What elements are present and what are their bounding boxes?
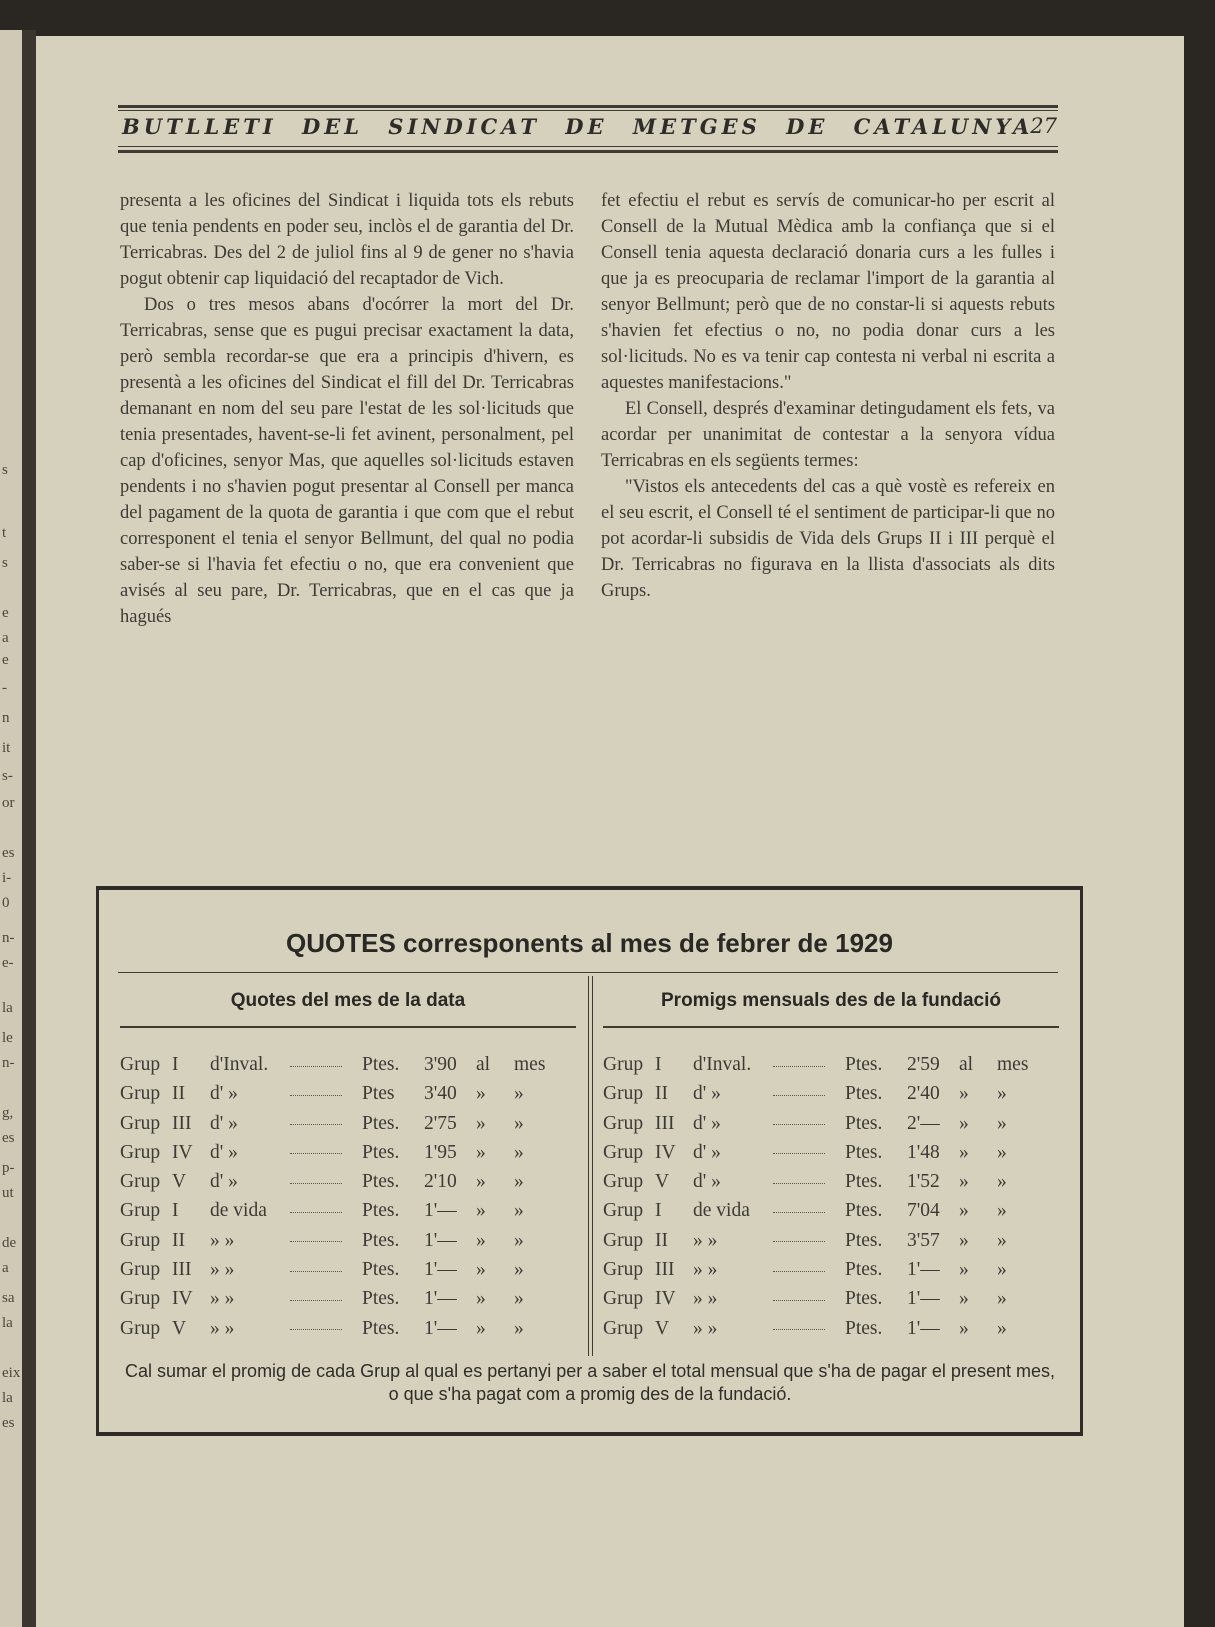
quote-row: [603, 1138, 1037, 1167]
edge-fragment: le: [2, 1030, 13, 1046]
grup-type: » »: [693, 1259, 718, 1281]
unit-b: mes: [997, 1054, 1029, 1075]
unit-b: »: [514, 1141, 524, 1163]
quote-row: [120, 1255, 554, 1284]
running-header: [122, 114, 1057, 142]
grup-label: Grup: [120, 1083, 161, 1105]
leader-dots: [773, 1196, 845, 1225]
column-divider: [588, 976, 589, 1356]
currency-label: Ptes.: [362, 1288, 400, 1310]
grup-type: » »: [693, 1317, 718, 1339]
unit-b: »: [997, 1141, 1007, 1163]
grup-type: d' »: [210, 1171, 238, 1193]
unit-a: »: [476, 1288, 486, 1310]
currency-label: Ptes.: [362, 1171, 400, 1193]
dotted-leader: [290, 1211, 342, 1213]
quote-value: 2'59: [907, 1054, 940, 1075]
dotted-leader: [773, 1152, 825, 1154]
grup-label: Grup: [603, 1259, 644, 1281]
column-divider-2: [592, 976, 593, 1356]
currency-label: Ptes: [362, 1083, 395, 1105]
quote-row: [603, 1226, 1037, 1255]
grup-label: Grup: [603, 1083, 644, 1105]
leader-dots: [290, 1167, 362, 1196]
leader-dots: [290, 1314, 362, 1343]
unit-b: »: [997, 1083, 1007, 1105]
unit-b: »: [997, 1112, 1007, 1134]
right-heading-rule: [603, 1026, 1059, 1028]
currency-label: Ptes.: [845, 1141, 883, 1163]
dotted-leader: [773, 1065, 825, 1067]
grup-label: Grup: [603, 1317, 644, 1339]
quotes-average-table: [603, 1050, 1037, 1343]
unit-a: »: [476, 1259, 486, 1281]
edge-fragment: la: [2, 1000, 13, 1016]
grup-label: Grup: [603, 1229, 644, 1251]
quotes-note: Cal sumar el promig de cada Grup al qual es pertanyi per a saber el total mensual que s'ha de pagar el present mes, o que s'ha pagat com a promig des de la fundació.: [125, 1361, 1055, 1404]
journal-title: BUTLLETI DEL SINDICAT DE METGES DE CATALUNYA: [122, 114, 1034, 139]
unit-a: al: [959, 1054, 974, 1075]
unit-b: »: [514, 1112, 524, 1134]
leader-dots: [290, 1050, 362, 1079]
currency-label: Ptes.: [845, 1288, 883, 1310]
grup-number: II: [655, 1083, 668, 1105]
quote-value: 1'—: [907, 1317, 940, 1339]
grup-number: V: [172, 1317, 187, 1339]
right-table-heading: Promigs mensuals des de la fundació: [661, 990, 1001, 1011]
unit-b: »: [997, 1171, 1007, 1193]
leader-dots: [290, 1284, 362, 1313]
edge-fragment: g,: [2, 1105, 14, 1121]
edge-fragment: e-: [2, 955, 14, 971]
unit-a: »: [959, 1200, 969, 1222]
unit-a: »: [476, 1141, 486, 1163]
grup-type: d'Inval.: [210, 1054, 269, 1075]
grup-type: d' »: [210, 1083, 238, 1105]
unit-a: al: [476, 1054, 491, 1075]
unit-a: »: [959, 1141, 969, 1163]
quote-value: 1'48: [907, 1141, 940, 1163]
quote-value: 1'52: [907, 1171, 940, 1193]
edge-fragment: or: [2, 795, 15, 811]
dotted-leader: [773, 1182, 825, 1184]
header-rule-top-thin: [118, 110, 1058, 111]
unit-a: »: [476, 1317, 486, 1339]
leader-dots: [290, 1109, 362, 1138]
grup-number: IV: [655, 1288, 676, 1310]
leader-dots: [773, 1314, 845, 1343]
quote-row: [603, 1109, 1037, 1138]
page-number: 27: [1030, 114, 1057, 138]
unit-a: »: [959, 1171, 969, 1193]
quote-row: [120, 1196, 554, 1225]
grup-type: » »: [693, 1288, 718, 1310]
quote-row: [603, 1079, 1037, 1108]
grup-number: V: [655, 1171, 670, 1193]
quote-value: 2'75: [424, 1112, 457, 1134]
right-paragraph-2: El Consell, després d'examinar detingudament els fets, va acordar per unanimitat de contestar a la senyora vídua Terricabras en els següents termes:: [601, 399, 1055, 471]
grup-type: » »: [693, 1229, 718, 1251]
grup-number: I: [172, 1200, 179, 1222]
quote-row: [120, 1138, 554, 1167]
adjacent-page-strip: [0, 30, 22, 1627]
quotes-title: QUOTES corresponents al mes de febrer de 1929: [286, 928, 893, 958]
leader-dots: [773, 1079, 845, 1108]
edge-fragment: p-: [2, 1160, 15, 1176]
currency-label: Ptes.: [362, 1200, 400, 1222]
grup-label: Grup: [120, 1259, 161, 1281]
grup-number: I: [172, 1054, 179, 1075]
grup-type: de vida: [210, 1200, 267, 1222]
quote-value: 3'90: [424, 1054, 457, 1075]
currency-label: Ptes.: [845, 1054, 883, 1075]
edge-fragment: t: [2, 525, 7, 541]
quote-value: 2'—: [907, 1112, 940, 1134]
dotted-leader: [290, 1123, 342, 1125]
leader-dots: [773, 1167, 845, 1196]
grup-number: V: [655, 1317, 670, 1339]
quote-value: 1'—: [907, 1288, 940, 1310]
edge-fragment: s: [2, 555, 8, 571]
edge-fragment: e: [2, 652, 9, 668]
unit-a: »: [959, 1259, 969, 1281]
leader-dots: [773, 1138, 845, 1167]
unit-a: »: [959, 1288, 969, 1310]
unit-a: »: [959, 1317, 969, 1339]
dotted-leader: [773, 1094, 825, 1096]
grup-label: Grup: [603, 1200, 644, 1222]
right-column: [601, 188, 1055, 604]
grup-number: III: [172, 1259, 192, 1281]
edge-fragment: it: [2, 740, 11, 756]
edge-fragment: -: [2, 680, 7, 696]
unit-a: »: [476, 1171, 486, 1193]
unit-a: »: [959, 1112, 969, 1134]
grup-type: » »: [210, 1317, 235, 1339]
grup-number: V: [172, 1171, 187, 1193]
edge-fragment: s-: [2, 768, 13, 784]
currency-label: Ptes.: [845, 1171, 883, 1193]
currency-label: Ptes.: [362, 1259, 400, 1281]
dotted-leader: [773, 1299, 825, 1301]
unit-b: »: [514, 1317, 524, 1339]
edge-fragment: es: [2, 1415, 15, 1431]
currency-label: Ptes.: [845, 1229, 883, 1251]
unit-b: »: [514, 1288, 524, 1310]
quote-row: [603, 1167, 1037, 1196]
left-heading-rule: [120, 1026, 576, 1028]
quote-row: [603, 1314, 1037, 1343]
currency-label: Ptes.: [362, 1054, 400, 1075]
unit-a: »: [476, 1229, 486, 1251]
currency-label: Ptes.: [845, 1083, 883, 1105]
leader-dots: [773, 1109, 845, 1138]
unit-a: »: [476, 1112, 486, 1134]
left-table-heading: Quotes del mes de la data: [230, 990, 466, 1011]
grup-label: Grup: [120, 1141, 161, 1163]
quote-value: 2'10: [424, 1171, 457, 1193]
quotes-current-table: [120, 1050, 554, 1343]
grup-label: Grup: [603, 1141, 644, 1163]
dotted-leader: [290, 1299, 342, 1301]
quote-value: 3'40: [424, 1083, 457, 1105]
grup-number: II: [655, 1229, 668, 1251]
grup-number: I: [655, 1054, 662, 1075]
edge-fragment: a: [2, 630, 9, 646]
left-paragraph-1: presenta a les oficines del Sindicat i liquida tots els rebuts que tenia pendents en poder seu, inclòs el de garantia del Dr. Terricabras. Des del 2 de juliol fins al 9 de gener no s'havia pogut obtenir cap liquidació del recaptador de Vich.: [120, 191, 574, 289]
currency-label: Ptes.: [845, 1259, 883, 1281]
unit-b: »: [514, 1200, 524, 1222]
grup-type: d' »: [693, 1171, 721, 1193]
quote-value: 1'—: [907, 1259, 940, 1281]
edge-fragment: n-: [2, 930, 15, 946]
unit-b: »: [997, 1288, 1007, 1310]
quote-row: [603, 1050, 1037, 1079]
quote-value: 3'57: [907, 1229, 940, 1251]
currency-label: Ptes.: [362, 1112, 400, 1134]
quotes-title-rule: [118, 972, 1058, 973]
grup-number: III: [172, 1112, 192, 1134]
edge-fragment: es: [2, 845, 15, 861]
leader-dots: [773, 1284, 845, 1313]
unit-b: »: [514, 1083, 524, 1105]
grup-label: Grup: [603, 1288, 644, 1310]
grup-number: II: [172, 1229, 185, 1251]
edge-fragment: 0: [2, 895, 10, 911]
edge-fragment: la: [2, 1390, 13, 1406]
dotted-leader: [290, 1065, 342, 1067]
header-rule-bottom: [118, 150, 1058, 153]
quote-value: 7'04: [907, 1200, 940, 1222]
unit-b: mes: [514, 1054, 546, 1075]
edge-fragment: a: [2, 1260, 9, 1276]
grup-type: de vida: [693, 1200, 750, 1222]
header-rule-bottom-thin: [118, 146, 1058, 147]
quote-row: [603, 1196, 1037, 1225]
unit-b: »: [997, 1229, 1007, 1251]
unit-b: »: [997, 1259, 1007, 1281]
grup-type: » »: [210, 1229, 235, 1251]
edge-fragment: ut: [2, 1185, 14, 1201]
quote-value: 1'—: [424, 1288, 457, 1310]
grup-number: IV: [655, 1141, 676, 1163]
edge-fragment: es: [2, 1130, 15, 1146]
leader-dots: [290, 1196, 362, 1225]
dotted-leader: [290, 1270, 342, 1272]
right-paragraph-3: "Vistos els antecedents del cas a què vostè es refereix en el seu escrit, el Consell té el sentiment de participar-li que no pot acordar-li subsidis de Vida dels Grups II i III perquè el Dr. Terricabras no figurava en la llista d'associats als dits Grups.: [601, 477, 1055, 601]
grup-label: Grup: [120, 1229, 161, 1251]
quote-row: [120, 1109, 554, 1138]
leader-dots: [773, 1050, 845, 1079]
grup-type: d' »: [693, 1083, 721, 1105]
grup-type: d' »: [210, 1112, 238, 1134]
dotted-leader: [773, 1270, 825, 1272]
dotted-leader: [290, 1152, 342, 1154]
leader-dots: [290, 1255, 362, 1284]
unit-a: »: [959, 1229, 969, 1251]
quote-value: 1'—: [424, 1200, 457, 1222]
quote-row: [120, 1314, 554, 1343]
left-column: [120, 188, 574, 630]
quote-value: 1'—: [424, 1259, 457, 1281]
left-paragraph-2: Dos o tres mesos abans d'ocórrer la mort del Dr. Terricabras, sense que es pugui precisar exactament la data, però sembla recordar-se que era a principis d'hivern, es presentà a les oficines del Sindicat el fill del Dr. Terricabras demanant en nom del seu pare l'estat de les sol·licituds que tenia presentades, havent-se-li fet avinent, personalment, pel cap d'oficines, senyor Mas, que aquelles sol·licituds estaven pendents i no s'havien pogut presentar al Consell per manca del pagament de la quota de garantia i que com que el rebut corresponent el tenia el senyor Bellmunt, del qual no podia saber-se si l'havia fet efectiu o no, que era convenient que avisés al seu pare, Dr. Terricabras, que en el cas que ja hagués: [120, 295, 574, 627]
quote-row: [120, 1284, 554, 1313]
quote-row: [603, 1284, 1037, 1313]
unit-b: »: [514, 1259, 524, 1281]
grup-label: Grup: [120, 1171, 161, 1193]
leader-dots: [290, 1138, 362, 1167]
dotted-leader: [290, 1240, 342, 1242]
edge-fragment: la: [2, 1315, 13, 1331]
leader-dots: [290, 1079, 362, 1108]
grup-type: d' »: [693, 1141, 721, 1163]
edge-fragment: e: [2, 605, 9, 621]
grup-type: d' »: [693, 1112, 721, 1134]
grup-label: Grup: [603, 1171, 644, 1193]
dotted-leader: [290, 1182, 342, 1184]
currency-label: Ptes.: [845, 1317, 883, 1339]
grup-number: I: [655, 1200, 662, 1222]
grup-label: Grup: [120, 1317, 161, 1339]
leader-dots: [290, 1226, 362, 1255]
currency-label: Ptes.: [845, 1200, 883, 1222]
quote-row: [120, 1226, 554, 1255]
grup-number: IV: [172, 1141, 193, 1163]
grup-label: Grup: [120, 1054, 161, 1075]
grup-number: II: [172, 1083, 185, 1105]
book-gutter: [22, 30, 36, 1627]
unit-b: »: [514, 1229, 524, 1251]
leader-dots: [773, 1226, 845, 1255]
quote-value: 2'40: [907, 1083, 940, 1105]
currency-label: Ptes.: [362, 1317, 400, 1339]
quote-value: 1'—: [424, 1317, 457, 1339]
edge-fragment: eix: [2, 1365, 21, 1381]
edge-fragment: s: [2, 462, 8, 478]
dotted-leader: [773, 1240, 825, 1242]
grup-label: Grup: [120, 1288, 161, 1310]
currency-label: Ptes.: [362, 1229, 400, 1251]
grup-number: III: [655, 1112, 675, 1134]
dotted-leader: [290, 1094, 342, 1096]
grup-number: IV: [172, 1288, 193, 1310]
grup-number: III: [655, 1259, 675, 1281]
dotted-leader: [773, 1123, 825, 1125]
edge-fragment: de: [2, 1235, 17, 1251]
unit-a: »: [959, 1083, 969, 1105]
leader-dots: [773, 1255, 845, 1284]
unit-b: »: [997, 1200, 1007, 1222]
dotted-leader: [290, 1328, 342, 1330]
grup-label: Grup: [120, 1200, 161, 1222]
quote-row: [603, 1255, 1037, 1284]
grup-type: » »: [210, 1259, 235, 1281]
dotted-leader: [773, 1211, 825, 1213]
grup-type: d'Inval.: [693, 1054, 752, 1075]
grup-type: » »: [210, 1288, 235, 1310]
unit-b: »: [997, 1317, 1007, 1339]
edge-fragment: n: [2, 710, 10, 726]
dotted-leader: [773, 1328, 825, 1330]
currency-label: Ptes.: [362, 1141, 400, 1163]
edge-fragment: n-: [2, 1055, 15, 1071]
grup-label: Grup: [120, 1112, 161, 1134]
grup-type: d' »: [210, 1141, 238, 1163]
quote-value: 1'95: [424, 1141, 457, 1163]
quote-value: 1'—: [424, 1229, 457, 1251]
quote-row: [120, 1079, 554, 1108]
right-paragraph-1: fet efectiu el rebut es servís de comunicar-ho per escrit al Consell de la Mutual Mèdica amb la confiança que si el Consell tenia aquesta declaració donaria curs a les fulles i que ja es preocuparia de reclamar l'import de la garantia al senyor Bellmunt; però que de no constar-li si aquests rebuts s'havien fet efectius o no, no podia donar curs a les sol·licituds. No es va tenir cap contesta ni verbal ni escrita a aquestes manifestacions.": [601, 191, 1055, 393]
unit-b: »: [514, 1171, 524, 1193]
unit-a: »: [476, 1200, 486, 1222]
edge-fragment: i-: [2, 870, 12, 886]
grup-label: Grup: [603, 1112, 644, 1134]
grup-label: Grup: [603, 1054, 644, 1075]
currency-label: Ptes.: [845, 1112, 883, 1134]
header-rule-top: [118, 105, 1058, 108]
edge-fragment: sa: [2, 1290, 15, 1306]
quote-row: [120, 1050, 554, 1079]
quote-row: [120, 1167, 554, 1196]
unit-a: »: [476, 1083, 486, 1105]
